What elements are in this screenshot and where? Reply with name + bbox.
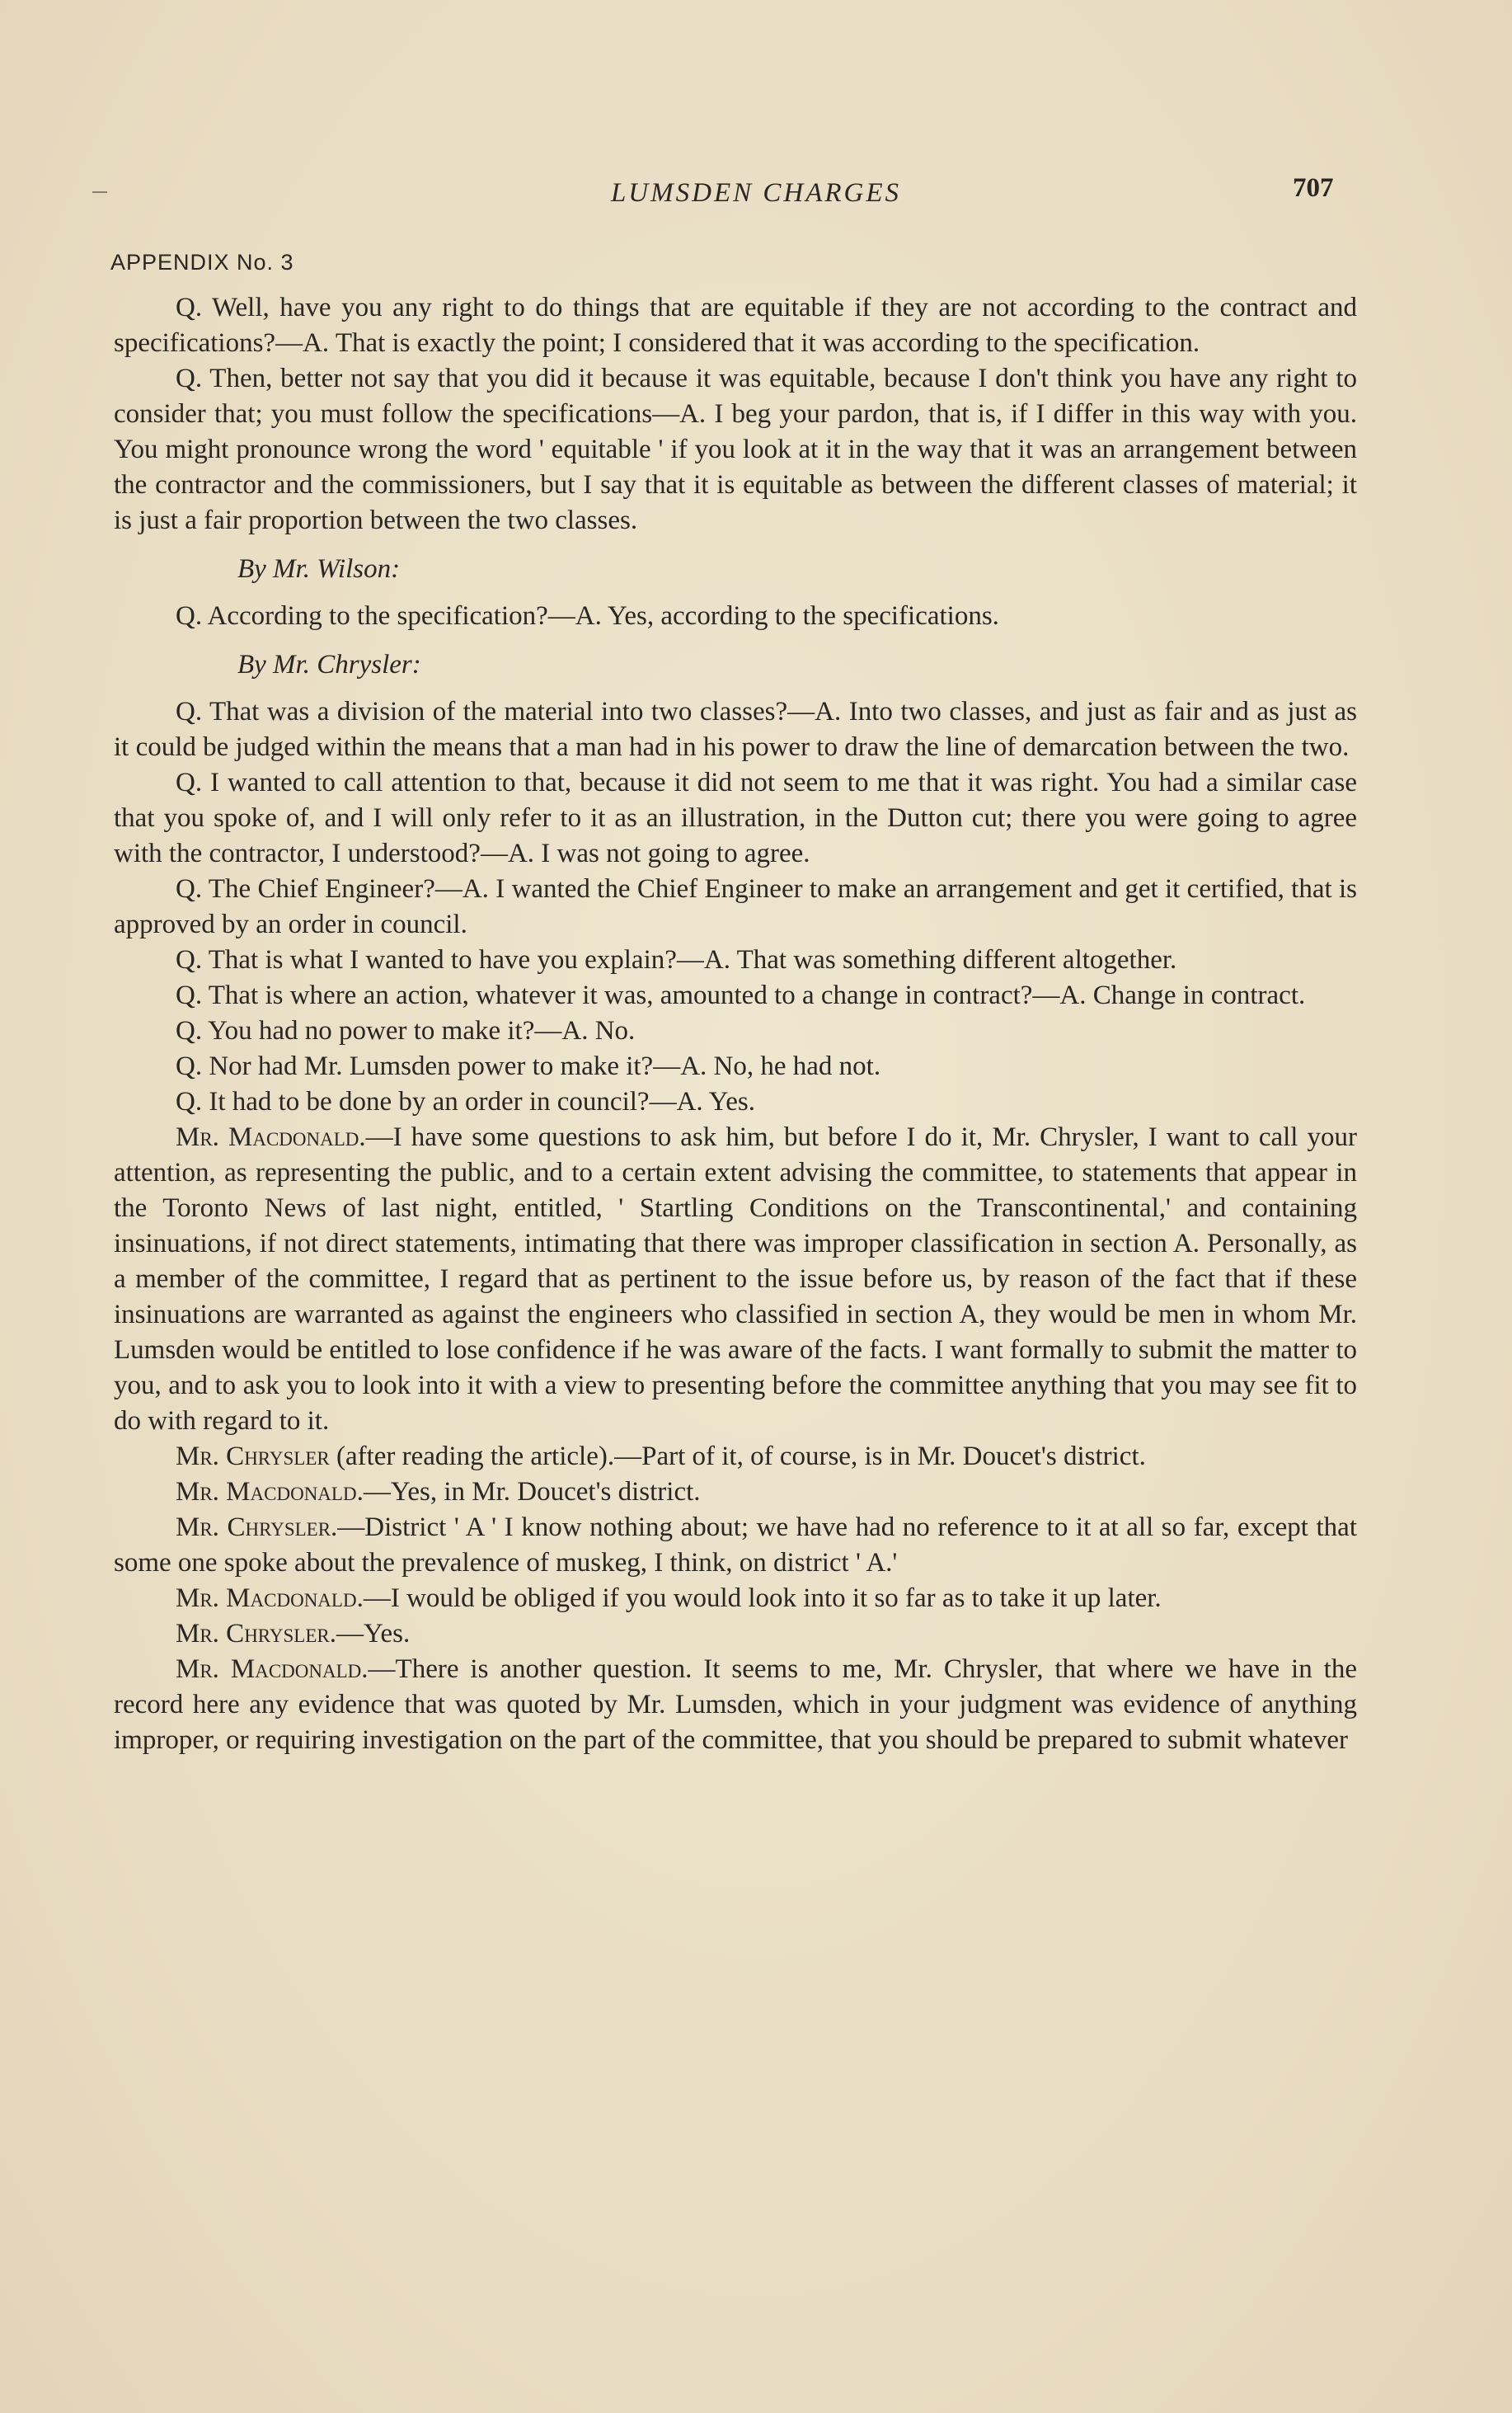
paragraph-text: Q. Nor had Mr. Lumsden power to make it?—A. No, he had not. — [176, 1051, 881, 1081]
speech-paragraph — [114, 1652, 1357, 1758]
paragraph — [114, 694, 1357, 765]
speech-paragraph — [114, 1439, 1357, 1475]
paragraph-text: Q. It had to be done by an order in council?—A. Yes. — [176, 1087, 755, 1117]
paragraph-text: Q. According to the specification?—A. Yes, according to the specifications. — [176, 601, 999, 631]
paragraph — [114, 1084, 1357, 1120]
paragraph-text: Q. I wanted to call attention to that, because it did not seem to me that it was right. You had a similar case that you spoke of, and I will only refer to it as an illustration, in the Dutton cut; there you were going to agree with the contractor, I understood?—A. I was not going to agree. — [114, 768, 1357, 868]
speaker-name: Mr. Chrysler. — [176, 1619, 336, 1649]
speech-paragraph — [114, 1510, 1357, 1581]
speech-paragraph — [114, 1120, 1357, 1439]
speaker-name: Mr. Chrysler — [176, 1442, 330, 1471]
paragraph — [114, 943, 1357, 978]
speaker-name: Mr. Macdonald. — [176, 1122, 366, 1152]
paragraph — [114, 1014, 1357, 1049]
speaker-name: Mr. Chrysler. — [176, 1512, 338, 1542]
paragraph-text: Q. That is where an action, whatever it was, amounted to a change in contract?—A. Change in contract. — [176, 981, 1306, 1010]
speaker-name: Mr. Macdonald. — [176, 1477, 364, 1507]
speech-text: —I would be obliged if you would look into it so far as to take it up later. — [363, 1583, 1162, 1613]
speech-text: —Yes, in Mr. Doucet's district. — [363, 1477, 701, 1507]
paragraph-text: Q. You had no power to make it?—A. No. — [176, 1016, 636, 1046]
running-title: LUMSDEN CHARGES — [610, 178, 902, 208]
paragraph-text: Q. That is what I wanted to have you explain?—A. That was something different altogether. — [176, 945, 1177, 975]
paragraph-text: Q. That was a division of the material into two classes?—A. Into two classes, and just as fair and as just as it could be judged within the means that a man had in his power to draw the line of demarcation between the two. — [114, 697, 1357, 762]
speech-paragraph — [114, 1475, 1357, 1510]
speech-text: —Yes. — [336, 1619, 411, 1649]
paragraph — [114, 978, 1357, 1014]
examiner-heading: By Mr. Chrysler: — [237, 650, 421, 680]
speaker-name: Mr. Macdonald. — [176, 1583, 364, 1613]
examiner-heading: By Mr. Wilson: — [237, 554, 401, 584]
body-text — [114, 290, 1357, 1758]
page-number: 707 — [1293, 173, 1334, 203]
speech-paragraph — [114, 1581, 1357, 1616]
paragraph-text: Q. Well, have you any right to do things that are equitable if they are not according to the contract and specifications?—A. That is exactly the point; I considered that it was according to the specification. — [114, 293, 1357, 358]
paragraph — [114, 599, 1357, 634]
speech-text: (after reading the article).—Part of it, of course, is in Mr. Doucet's district. — [329, 1442, 1146, 1471]
speech-paragraph — [114, 1616, 1357, 1652]
paragraph-text: Q. The Chief Engineer?—A. I wanted the Chief Engineer to make an arrangement and get it certified, that is approved by an order in council. — [114, 874, 1357, 939]
appendix-label: APPENDIX No. 3 — [110, 250, 294, 275]
paragraph — [114, 765, 1357, 872]
paragraph-text: Q. Then, better not say that you did it because it was equitable, because I don't think you have any right to consider that; you must follow the specifications—A. I beg your pardon, that is, if I differ in this way with you. You might pronounce wrong the word ' equitable ' if you look at it in the way that it was an arrangement between the contractor and the commissioners, but I say that it is equitable as between the different classes of material; it is just a fair proportion between the two classes. — [114, 364, 1357, 535]
paragraph — [114, 290, 1357, 361]
paragraph — [114, 361, 1357, 539]
paragraph — [114, 872, 1357, 943]
speech-text: —District ' A ' I know nothing about; we have had no reference to it at all so far, except that some one spoke about the prevalence of muskeg, I think, on district ' A.' — [114, 1512, 1357, 1578]
speech-text: —I have some questions to ask him, but before I do it, Mr. Chrysler, I want to call your attention, as representing the public, and to a certain extent advising the committee, to statements that appear in the Toronto News of last night, entitled, ' Startling Conditions on the Transcontinental,' and containing insinuations, if not direct statements, intimating that there was improper classification in section A. Personally, as a member of the committee, I regard that as pertinent to the issue before us, by reason of the fact that if these insinuations are warranted as against the engineers who classified in section A, they would be men in whom Mr. Lumsden would be entitled to lose confidence if he was aware of the facts. I want formally to submit the matter to you, and to ask you to look into it with a view to presenting before the committee anything that you may see fit to do with regard to it. — [114, 1122, 1358, 1436]
speech-text: —There is another question. It seems to me, Mr. Chrysler, that where we have in the record here any evidence that was quoted by Mr. Lumsden, which in your judgment was evidence of anything improper, or requiring investigation on the part of the committee, that you should be prepared to submit whatever — [114, 1654, 1357, 1755]
paragraph — [114, 1049, 1357, 1084]
speaker-name: Mr. Macdonald. — [176, 1654, 369, 1684]
